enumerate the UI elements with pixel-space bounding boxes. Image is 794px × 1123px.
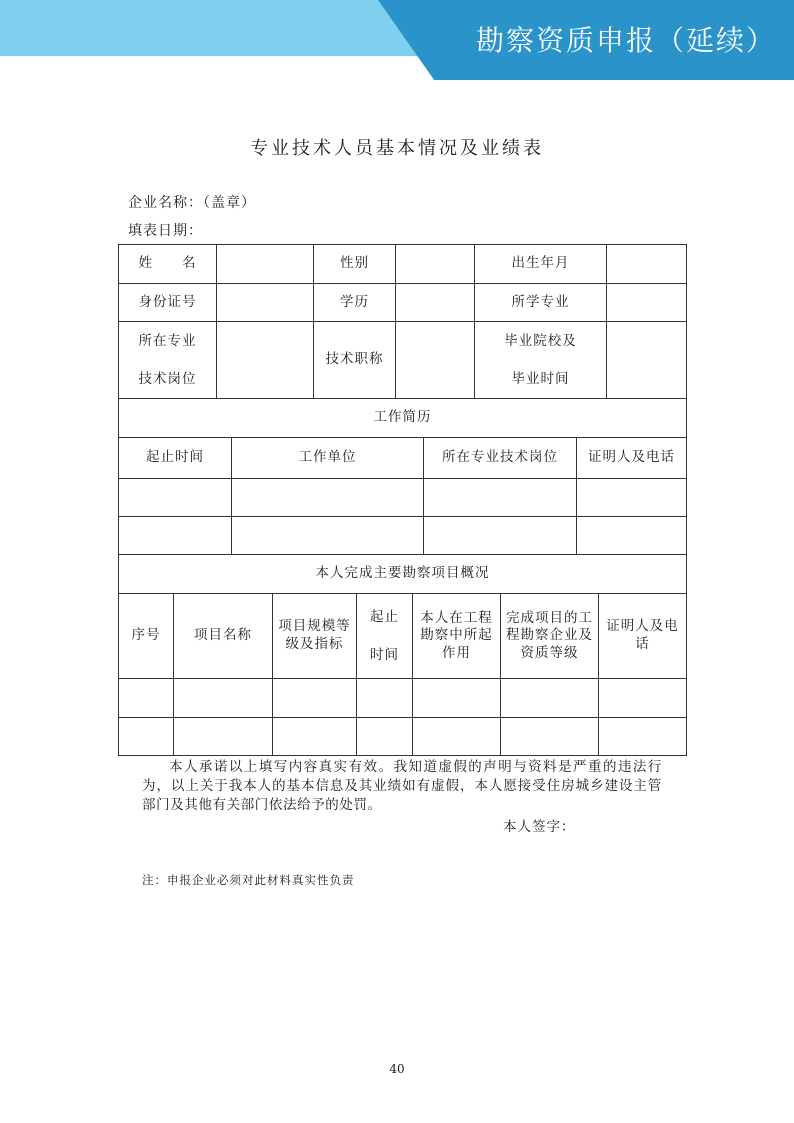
work-cell[interactable] [119, 517, 232, 555]
proj-cell[interactable] [119, 718, 174, 756]
work-col-period: 起止时间 [119, 438, 232, 479]
work-history-heading: 工作简历 [119, 399, 687, 438]
work-col-witness: 证明人及电话 [577, 438, 687, 479]
proj-cell[interactable] [174, 718, 273, 756]
work-col-employer: 工作单位 [232, 438, 424, 479]
projects-heading: 本人完成主要勘察项目概况 [119, 555, 687, 594]
label-position-line2: 技术岗位 [138, 371, 197, 387]
field-education[interactable] [396, 284, 475, 322]
work-cell[interactable] [577, 517, 687, 555]
proj-cell[interactable] [273, 718, 357, 756]
work-col-post: 所在专业技术岗位 [424, 438, 577, 479]
work-cell[interactable] [232, 517, 424, 555]
proj-col-role: 本人在工程勘察中所起作用 [413, 594, 501, 679]
company-name-label: 企业名称：（盖章） [128, 195, 256, 211]
proj-cell[interactable] [501, 718, 599, 756]
label-school-line1: 毕业院校及 [504, 333, 577, 349]
footnote: 注：申报企业必须对此材料真实性负责 [142, 873, 355, 887]
field-title-rank[interactable] [396, 322, 475, 399]
table-row [119, 718, 687, 756]
label-id-number: 身份证号 [119, 284, 217, 322]
proj-col-period-line1: 起止 [370, 609, 399, 625]
proj-cell[interactable] [599, 718, 687, 756]
field-gender[interactable] [396, 245, 475, 284]
proj-cell[interactable] [413, 718, 501, 756]
projects-table [118, 593, 687, 756]
work-cell[interactable] [577, 479, 687, 517]
proj-cell[interactable] [357, 718, 413, 756]
proj-col-name: 项目名称 [174, 594, 273, 679]
label-title-rank: 技术职称 [314, 322, 396, 399]
proj-cell[interactable] [119, 679, 174, 718]
work-cell[interactable] [424, 479, 577, 517]
label-name: 姓 名 [119, 245, 217, 284]
field-id-number[interactable] [217, 284, 314, 322]
proj-col-period-line2: 时间 [370, 647, 399, 663]
label-major: 所学专业 [475, 284, 607, 322]
proj-col-company: 完成项目的工程勘察企业及资质等级 [501, 594, 599, 679]
field-position[interactable] [217, 322, 314, 399]
label-birth: 出生年月 [475, 245, 607, 284]
work-history-table [118, 437, 687, 594]
proj-col-witness: 证明人及电话 [599, 594, 687, 679]
label-gender: 性别 [314, 245, 396, 284]
field-major[interactable] [607, 284, 687, 322]
table-row [119, 517, 687, 555]
page-number: 40 [389, 1062, 405, 1076]
pledge-statement: 本人承诺以上填写内容真实有效。我知道虚假的声明与资料是严重的违法行为，以上关于我本人的基本信息及其业绩如有虚假，本人愿接受住房城乡建设主管部门及其他有关部门依法给予的处罚。 [142, 759, 662, 813]
proj-cell[interactable] [273, 679, 357, 718]
signature-label: 本人签字： [503, 819, 576, 835]
label-school [475, 322, 607, 399]
banner-title: 勘察资质申报（延续） [475, 24, 776, 57]
work-cell[interactable] [424, 517, 577, 555]
proj-col-seq: 序号 [119, 594, 174, 679]
proj-col-period [357, 594, 413, 679]
work-cell[interactable] [232, 479, 424, 517]
field-name[interactable] [217, 245, 314, 284]
label-position [119, 322, 217, 399]
proj-cell[interactable] [357, 679, 413, 718]
table-row [119, 479, 687, 517]
proj-col-scale: 项目规模等级及指标 [273, 594, 357, 679]
proj-cell[interactable] [599, 679, 687, 718]
proj-cell[interactable] [413, 679, 501, 718]
fill-date-label: 填表日期： [128, 223, 203, 239]
label-position-line1: 所在专业 [138, 333, 197, 349]
basic-info-table [118, 244, 687, 438]
label-education: 学历 [314, 284, 396, 322]
label-school-line2: 毕业时间 [511, 371, 570, 387]
proj-cell[interactable] [174, 679, 273, 718]
work-cell[interactable] [119, 479, 232, 517]
document-title: 专业技术人员基本情况及业绩表 [250, 138, 544, 159]
field-school[interactable] [607, 322, 687, 399]
field-birth[interactable] [607, 245, 687, 284]
table-row [119, 679, 687, 718]
header-banner [0, 0, 794, 80]
proj-cell[interactable] [501, 679, 599, 718]
